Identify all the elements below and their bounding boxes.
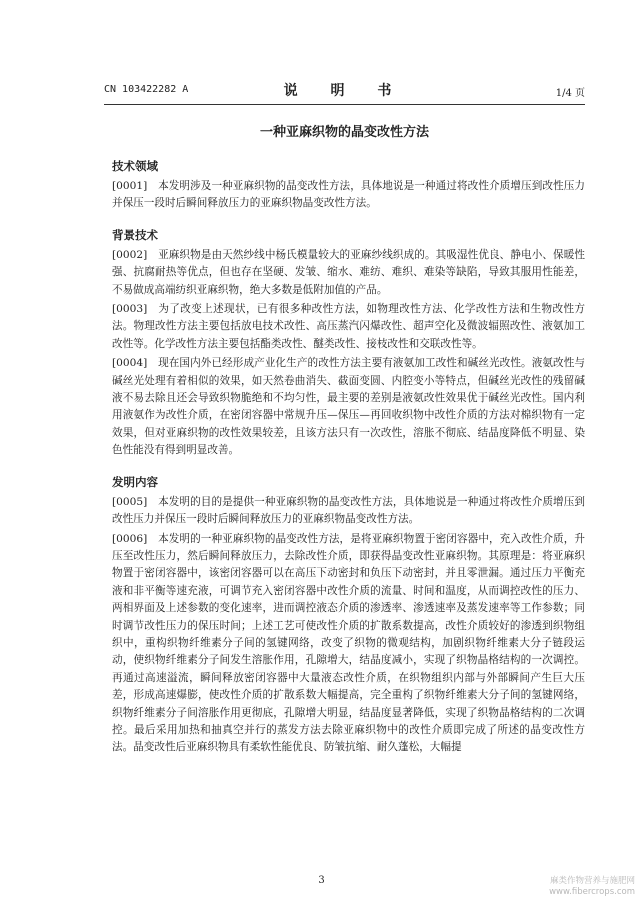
section-summary xyxy=(112,474,585,757)
paragraph xyxy=(112,355,585,459)
section-heading: 技术领域 xyxy=(112,159,158,173)
watermark-name: 麻类作物营养与施肥网 xyxy=(549,876,635,886)
paragraph-number: [0001] xyxy=(112,180,148,192)
section-heading: 发明内容 xyxy=(112,474,158,489)
document-body xyxy=(112,158,585,771)
patent-title: 一种亚麻织物的晶变改性方法 xyxy=(259,125,429,140)
paragraph-number: [0003] xyxy=(112,303,148,316)
publication-number: CN 103422282 A xyxy=(104,84,189,95)
paragraph-text: 本发明涉及一种亚麻织物的晶变改性方法，具体地说是一种通过将改性介质增压到改性压力并保压一段时后瞬间释放压力的亚麻织物晶变改性方法。 xyxy=(112,180,585,210)
paragraph xyxy=(112,301,585,353)
paragraph xyxy=(112,247,585,299)
page-header xyxy=(104,80,585,102)
paragraph-text: 本发明的目的是提供一种亚麻织物的晶变改性方法，具体地说是一种通过将改性介质增压到改性压力并保压一段时后瞬间释放压力的亚麻织物晶变改性方法。 xyxy=(112,495,585,526)
watermark xyxy=(523,876,635,898)
paragraph-number: [0005] xyxy=(112,495,148,508)
paragraph-text: 本发明的一种亚麻织物的晶变改性方法，是将亚麻织物置于密闭容器中，充入改性介质，升压至改性压力，然后瞬间释放压力，去除改性介质，即获得晶变改性亚麻织物。其原理是：将亚麻织物置于密闭容器中，该密闭容器可以在高压下动密封和负压下动密封，并且零泄漏。通过压力平衡充液和非平衡等速充液，可调节充入密闭容器中改性介质的流量、时间和温度，从而调控改性的压力、两相界面及上述参数的变化速率，进而调控液态介质的渗透率、渗透速率及蒸发速率等工作参数；同时调节改性压力的保压时间；上述工艺可使改性介质的扩散系数提高，改性介质较好的渗透到织物组织中，重构织物纤维素分子间的氢键网络，改变了织物的微观结构，加剧织物纤维素大分子链段运动，使织物纤维素分子间发生溶胀作用，孔隙增大，结晶度减小，实现了织物晶格结构的一次调控。再通过高速溢流，瞬间释放密闭容器中大量液态改性介质，在织物组织内部与外部瞬间产生巨大压差，形成高速爆膨，使改性介质的扩散系数大幅提高，完全重构了织物纤维素大分子间的氢键网络，织物纤维素分子间溶胀作用更彻底，孔隙增大明显，结晶度显著降低，实现了织物晶格结构的二次调控。最后采用加热和抽真空并行的蒸发方法去除亚麻织物中的改性介质即完成了所述的晶变改性方法。晶变改性后亚麻织物具有柔软性能优良、防皱抗缩、耐久蓬松，大幅提 xyxy=(112,532,585,754)
paragraph xyxy=(112,531,585,757)
paragraph-text: 现在国内外已经形成产业化生产的改性方法主要有液氨加工改性和碱丝光改性。液氨改性与碱丝光处理有着相似的效果，如天然卷曲消失、截面变圆、内腔变小等特点，但碱丝光改性的残留碱液不易去除且还会导致织物脆绝和不均匀性，最主要的差别是液氨改性效果优于碱丝光改性。国内利用液氨作为改性介质，在密闭容器中常规升压—保压—再回收织物中改性介质的方法对棉织物有一定效果，但对亚麻织物的改性效果较差，且该方法只有一次改性，溶胀不彻底、结晶度降低不明显、染色性能没有得到明显改善。 xyxy=(112,357,585,457)
paragraph-number: [0006] xyxy=(112,532,148,545)
paragraph xyxy=(112,494,585,529)
page-info: 1/4 页 xyxy=(555,88,585,99)
paragraph-text: 亚麻织物是由天然纱线中杨氏模量较大的亚麻纱线织成的。其吸湿性优良、静电小、保暖性强、抗腐耐热等优点，但也存在坚硬、发皱、缩水、难纺、难织、难染等缺陷，导致其服用性能差，不易做成高端纺织亚麻织物，绝大多数是低附加值的产品。 xyxy=(112,248,585,296)
section-technical-field xyxy=(112,158,585,213)
page-number: 3 xyxy=(318,875,325,886)
section-heading: 背景技术 xyxy=(112,227,158,242)
section-background xyxy=(112,227,585,460)
header-rule xyxy=(104,104,585,105)
document-type-title: 说 明 书 xyxy=(283,83,406,99)
paragraph xyxy=(112,178,585,213)
paragraph-number: [0002] xyxy=(112,248,148,261)
watermark-url: www.fibercrops.com xyxy=(549,887,635,897)
paragraph-number: [0004] xyxy=(112,357,148,370)
paragraph-text: 为了改变上述现状，已有很多种改性方法，如物理改性方法、化学改性方法和生物改性方法。物理改性方法主要包括放电技术改性、高压蒸汽闪爆改性、超声空化及微波辐照改性、液氨加工改性等。化学改性方法主要包括酯类改性、醚类改性、接枝改性和交联改性等。 xyxy=(112,303,585,350)
